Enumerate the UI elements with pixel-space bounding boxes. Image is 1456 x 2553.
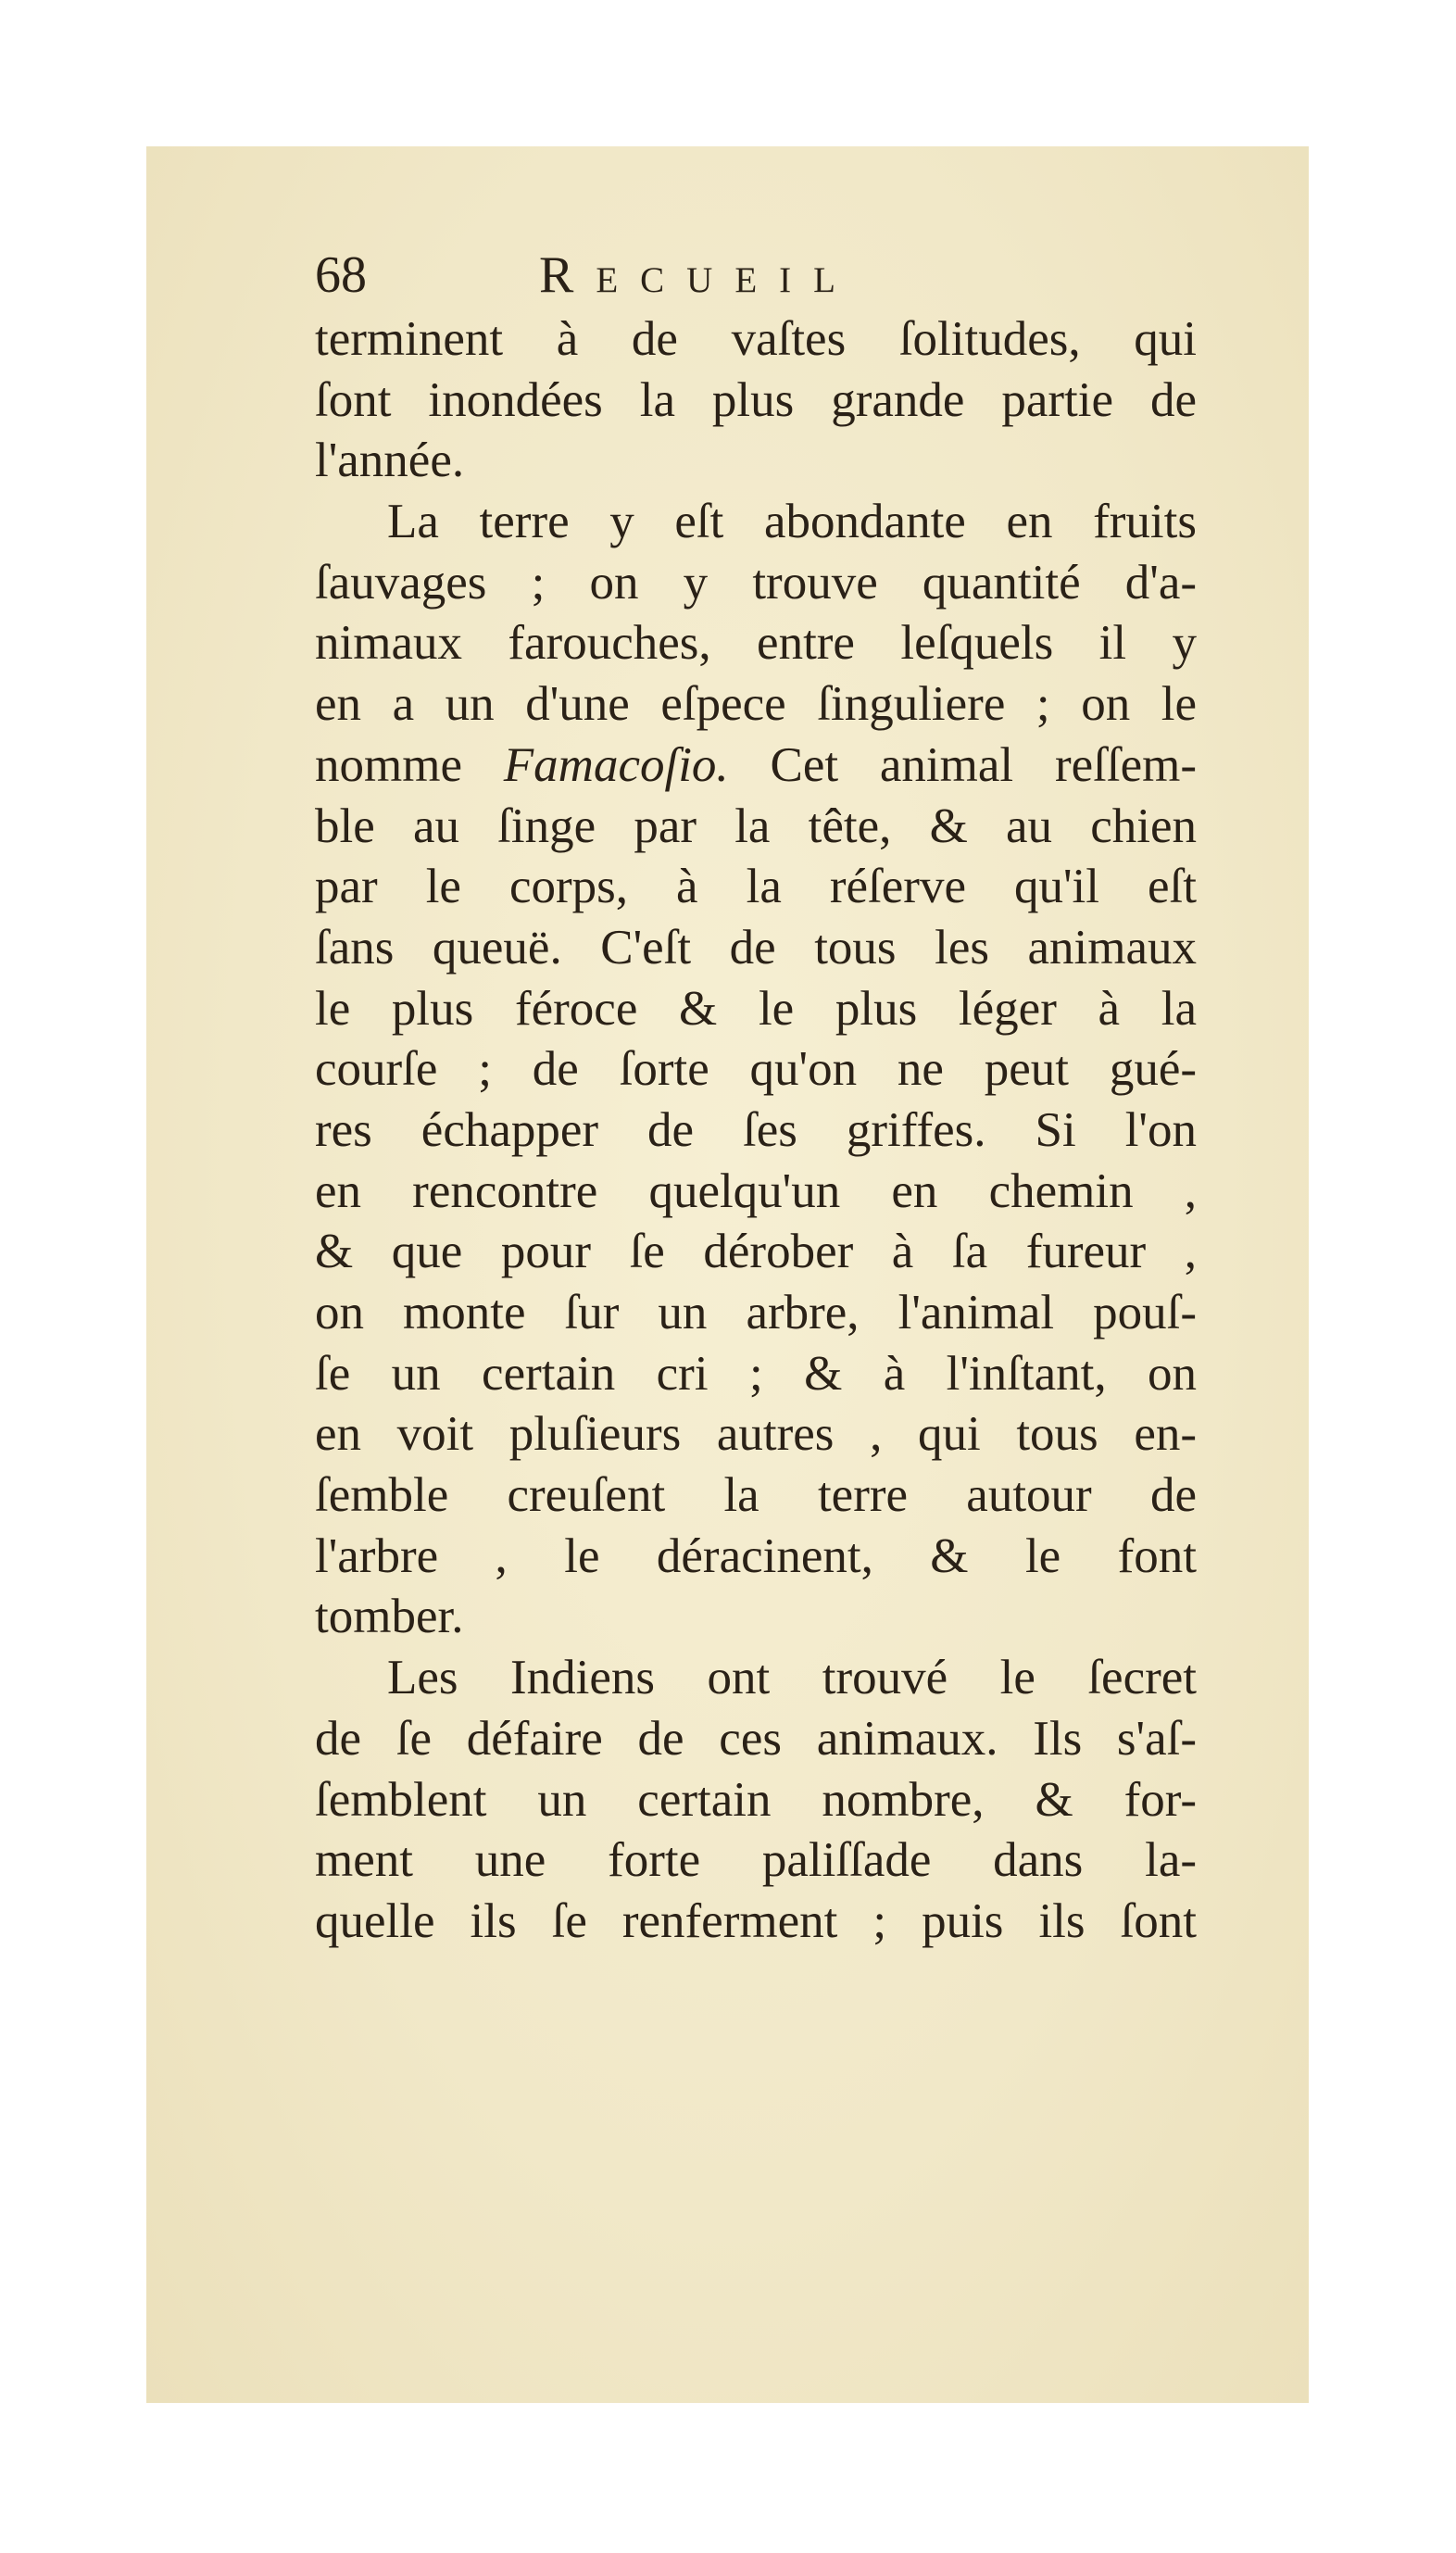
text-line: on monte ſur un arbre, l'animal pouſ- — [315, 1286, 1197, 1339]
text-fragment: Cet animal reſſem- — [728, 737, 1197, 792]
text-line: de ſe défaire de ces animaux. Ils s'aſ- — [315, 1711, 1197, 1766]
text-line: en rencontre quelqu'un en chemin , — [315, 1163, 1197, 1218]
text-line: le plus féroce & le plus léger à la — [315, 981, 1197, 1036]
text-line — [315, 736, 1197, 797]
text-line: courſe ; de ſorte qu'on ne peut gué- — [315, 1042, 1197, 1097]
paragraph-start-line: Les Indiens ont trouvé le ſecret — [387, 1651, 1197, 1705]
text-line: tomber. — [315, 1590, 464, 1644]
text-line: res échapper de ſes griffes. Si l'on — [315, 1102, 1197, 1157]
text-line: quelle ils ſe renferment ; puis ils ſont — [315, 1893, 1197, 1948]
text-fragment: nomme — [315, 737, 504, 792]
page-number: 68 — [315, 246, 367, 304]
body-text — [315, 309, 1197, 1953]
text-line: ment une forte paliſſade dans la- — [315, 1833, 1197, 1888]
paragraph-start-line: La terre y eſt abondante en fruits — [387, 495, 1197, 549]
text-line: terminent à de vaſtes ſolitudes, qui — [315, 312, 1197, 366]
text-line: & que pour ſe dérober à ſa fureur , — [315, 1225, 1197, 1279]
text-line: ſemblent un certain nombre, & for- — [315, 1772, 1197, 1827]
text-line: ſont inondées la plus grande partie de — [315, 372, 1197, 427]
page-header — [315, 243, 1195, 308]
text-line: en voit pluſieurs autres , qui tous en- — [315, 1407, 1197, 1462]
text-line: ble au ſinge par la tête, & au chien — [315, 799, 1197, 853]
text-line: ſauvages ; on y trouve quantité d'a- — [315, 555, 1197, 610]
text-line: ſemble creuſent la terre autour de — [315, 1468, 1197, 1523]
text-line: ſans queuë. C'eſt de tous les animaux — [315, 920, 1197, 975]
text-line: par le corps, à la réſerve qu'il eſt — [315, 860, 1197, 914]
text-line: en a un d'une eſpece ſinguliere ; on le — [315, 677, 1197, 732]
text-line: nimaux farouches, entre leſquels il y — [315, 616, 1197, 671]
text-line: ſe un certain cri ; & à l'inſtant, on — [315, 1346, 1197, 1401]
text-line: l'année. — [315, 434, 465, 488]
italic-animal-name: Famacoſio. — [503, 737, 729, 792]
running-head: Recueil — [539, 246, 858, 304]
text-line: l'arbre , le déracinent, & le font — [315, 1528, 1197, 1583]
